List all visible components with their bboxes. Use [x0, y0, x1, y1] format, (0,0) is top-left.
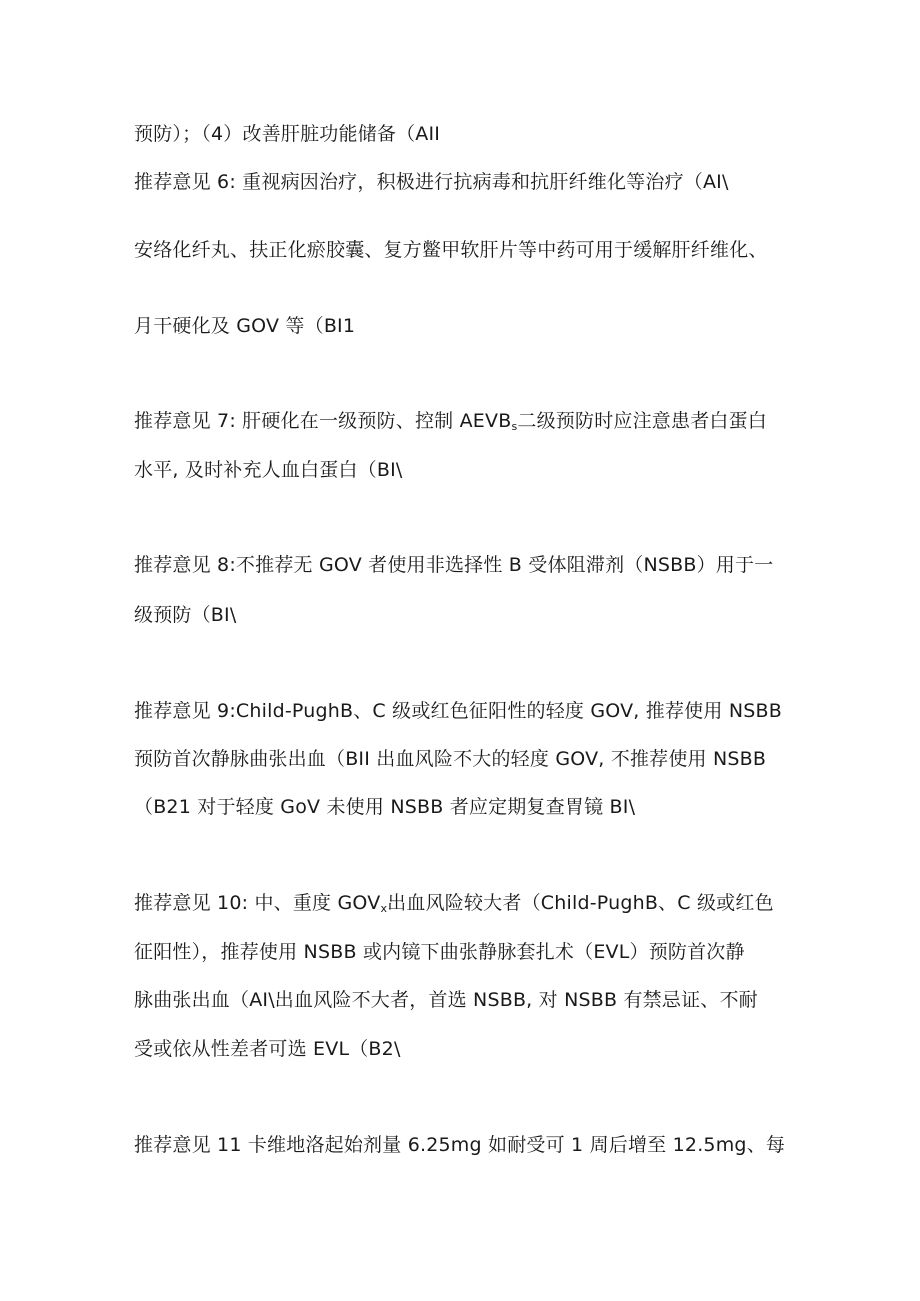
text-line-8: 级预防（BI\	[134, 604, 237, 626]
text-line-9: 推荐意见 9:Child-PughB、C 级或红色征阳性的轻度 GOV, 推荐使用 NSBB	[134, 700, 782, 722]
text-line-7: 推荐意见 8:不推荐无 GOV 者使用非选择性 B 受体阻滞剂（NSBB）用于一	[134, 554, 774, 576]
text-line-13: 征阳性），推荐使用 NSBB 或内镜下曲张静脉套扎术（EVL）预防首次静	[134, 941, 745, 963]
text-line-16: 推荐意见 11 卡维地洛起始剂量 6.25mg 如耐受可 1 周后增至 12.5mg、每	[134, 1134, 786, 1156]
text-segment: 推荐意见 10: 中、重度 GOV	[134, 892, 381, 914]
text-line-4: 月干硬化及 GOV 等（BI1	[134, 315, 356, 337]
text-line-10: 预防首次静脉曲张出血（BII 出血风险不大的轻度 GOV, 不推荐使用 NSBB	[134, 748, 767, 770]
text-line-1: 预防）；（4）改善肝脏功能储备（AII	[134, 123, 441, 145]
text-line-12	[134, 891, 774, 915]
text-line-15: 受或依从性差者可选 EVL（B2\	[134, 1038, 401, 1060]
subscript: x	[380, 902, 388, 915]
text-line-14: 脉曲张出血（AI\出血风险不大者，首选 NSBB, 对 NSBB 有禁忌证、不耐	[134, 989, 758, 1011]
text-segment: 二级预防时应注意患者白蛋白	[517, 410, 767, 432]
text-segment: 出血风险较大者（Child-PughB、C 级或红色	[387, 892, 774, 914]
text-segment: 推荐意见 7: 肝硬化在一级预防、控制 AEVB	[134, 410, 512, 432]
text-line-6: 水平, 及时补充人血白蛋白（BI\	[134, 459, 403, 481]
text-line-5	[134, 409, 767, 433]
text-line-2: 推荐意见 6: 重视病因治疗，积极进行抗病毒和抗肝纤维化等治疗（AI\	[134, 171, 729, 193]
text-line-11: （B21 对于轻度 GoV 未使用 NSBB 者应定期复查胃镜 BI\	[134, 796, 636, 818]
subscript: s	[511, 420, 518, 433]
text-line-3: 安络化纤丸、扶正化瘀胶囊、复方鳖甲软肝片等中药可用于缓解肝纤维化、	[134, 239, 768, 261]
